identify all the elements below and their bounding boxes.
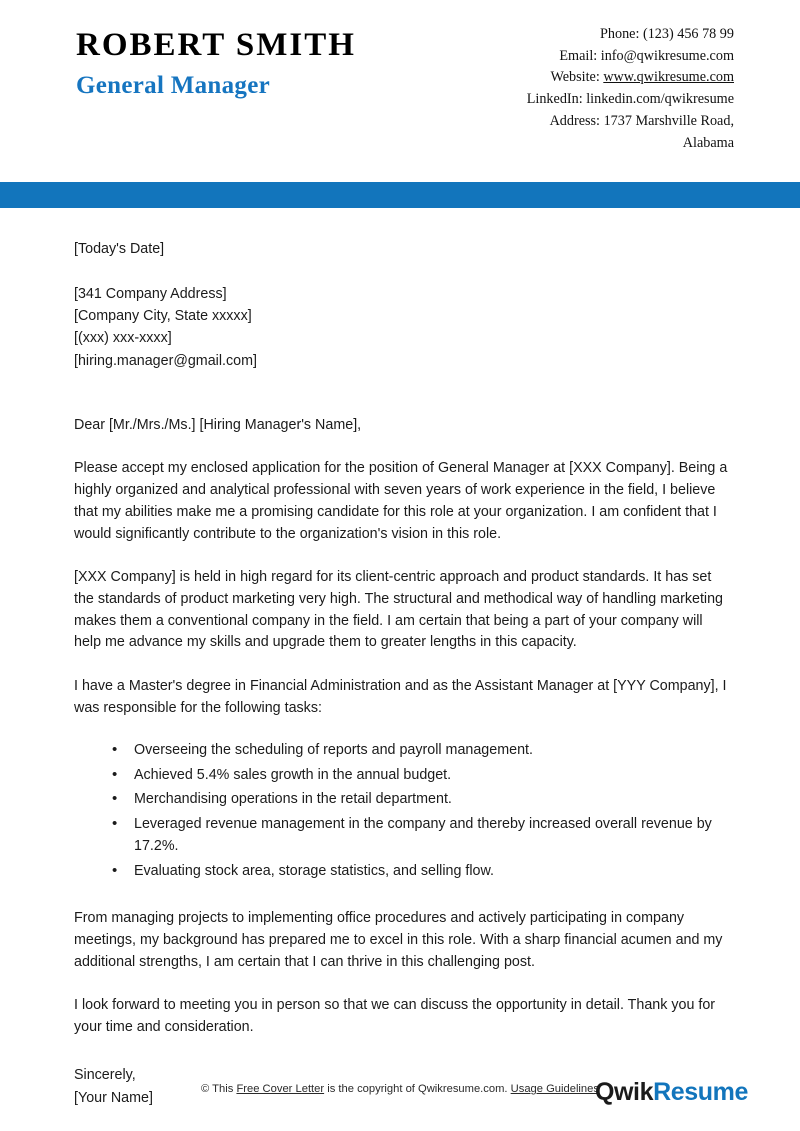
- contact-phone: [527, 24, 734, 46]
- signoff-name: [Your Name]: [74, 1089, 153, 1106]
- recipient-address-block: [74, 283, 728, 372]
- recipient-line: [341 Company Address]: [74, 286, 227, 303]
- contact-website: [527, 67, 734, 89]
- document-header: [0, 0, 800, 154]
- responsibilities-list: [74, 740, 728, 883]
- contact-linkedin-value[interactable]: linkedin.com/qwikresume: [586, 91, 734, 108]
- signoff-closing: Sincerely,: [74, 1066, 136, 1083]
- body-paragraph-5: I look forward to meeting you in person so that we can discuss the opportunity in detail. Thank you for your time and consideration.: [74, 997, 716, 1036]
- logo-text-qwik: Qwik: [594, 1078, 654, 1106]
- contact-address-line2: Alabama: [682, 134, 734, 151]
- contact-phone-value: (123) 456 78 99: [642, 26, 734, 42]
- contact-website-label: Website:: [550, 69, 604, 86]
- footer-copyright-middle: is the copyright of Qwikresume.com.: [324, 1083, 511, 1095]
- footer-copyright-prefix: © This: [201, 1083, 237, 1095]
- list-item: • Evaluating stock area, storage statistics, and selling flow.: [112, 861, 728, 882]
- contact-address: [527, 111, 734, 133]
- accent-divider-bar: [0, 182, 800, 208]
- body-paragraph-3: I have a Master's degree in Financial Administration and as the Assistant Manager at [YYY Company], I was responsible for the following tasks:: [74, 678, 727, 716]
- recipient-line: [hiring.manager@gmail.com]: [74, 352, 257, 369]
- list-item: • Overseeing the scheduling of reports and payroll management.: [112, 740, 728, 761]
- document-footer: [0, 1069, 800, 1131]
- contact-linkedin-label: LinkedIn:: [526, 91, 587, 108]
- recipient-line: [Company City, State xxxxx]: [74, 308, 252, 325]
- contact-phone-label: Phone:: [600, 26, 643, 42]
- contact-email: [527, 46, 734, 68]
- qwikresume-logo[interactable]: [595, 1078, 748, 1107]
- letter-body: [0, 239, 800, 1109]
- contact-website-link[interactable]: www.qwikresume.com: [603, 69, 734, 86]
- list-item: • Merchandising operations in the retail department.: [112, 789, 728, 810]
- logo-text-resume: Resume: [653, 1078, 748, 1106]
- header-identity: [76, 22, 356, 100]
- contact-email-label: Email:: [559, 47, 601, 64]
- free-cover-letter-link[interactable]: Free Cover Letter: [236, 1083, 325, 1095]
- contact-details: [527, 22, 734, 154]
- contact-address-value: 1737 Marshville Road,: [603, 112, 734, 129]
- contact-address-label: Address:: [549, 112, 604, 129]
- candidate-name: ROBERT SMITH: [76, 27, 356, 63]
- body-paragraph-4: From managing projects to implementing office procedures and actively participating in company meetings, my background has prepared me to excel in this role. With a sharp financial acumen and my additional strengths, I am certain that I can thrive in this challenging post.: [74, 910, 723, 970]
- list-item: • Achieved 5.4% sales growth in the annual budget.: [112, 765, 728, 786]
- contact-linkedin: [527, 89, 734, 111]
- salutation: Dear [Mr./Mrs./Ms.] [Hiring Manager's Name],: [74, 416, 362, 433]
- body-paragraph-1: Please accept my enclosed application for the position of General Manager at [XXX Company]. Being a highly organized and analytical professional with seven years of work experience in the field, I believe that my abilities make me a promising candidate for this role at your organization. I am confident that I would significantly contribute to the organization's vision in this role.: [74, 460, 728, 542]
- contact-email-value: info@qwikresume.com: [600, 47, 734, 64]
- letter-date: [Today's Date]: [74, 241, 165, 258]
- recipient-line: [(xxx) xxx-xxxx]: [74, 330, 172, 347]
- usage-guidelines-link[interactable]: Usage Guidelines: [510, 1083, 599, 1095]
- list-item: • Leveraged revenue management in the company and thereby increased overall revenue by 17.2%.: [112, 814, 728, 857]
- candidate-job-title: General Manager: [76, 71, 271, 99]
- body-paragraph-2: [XXX Company] is held in high regard for its client-centric approach and product standards. It has set the standards of product marketing very high. The structural and methodical way of handling marketing makes them a conventional company in the field. I am certain that being a part of your company will help me advance my skills and upgrade them to greater lengths in this capacity.: [74, 569, 724, 651]
